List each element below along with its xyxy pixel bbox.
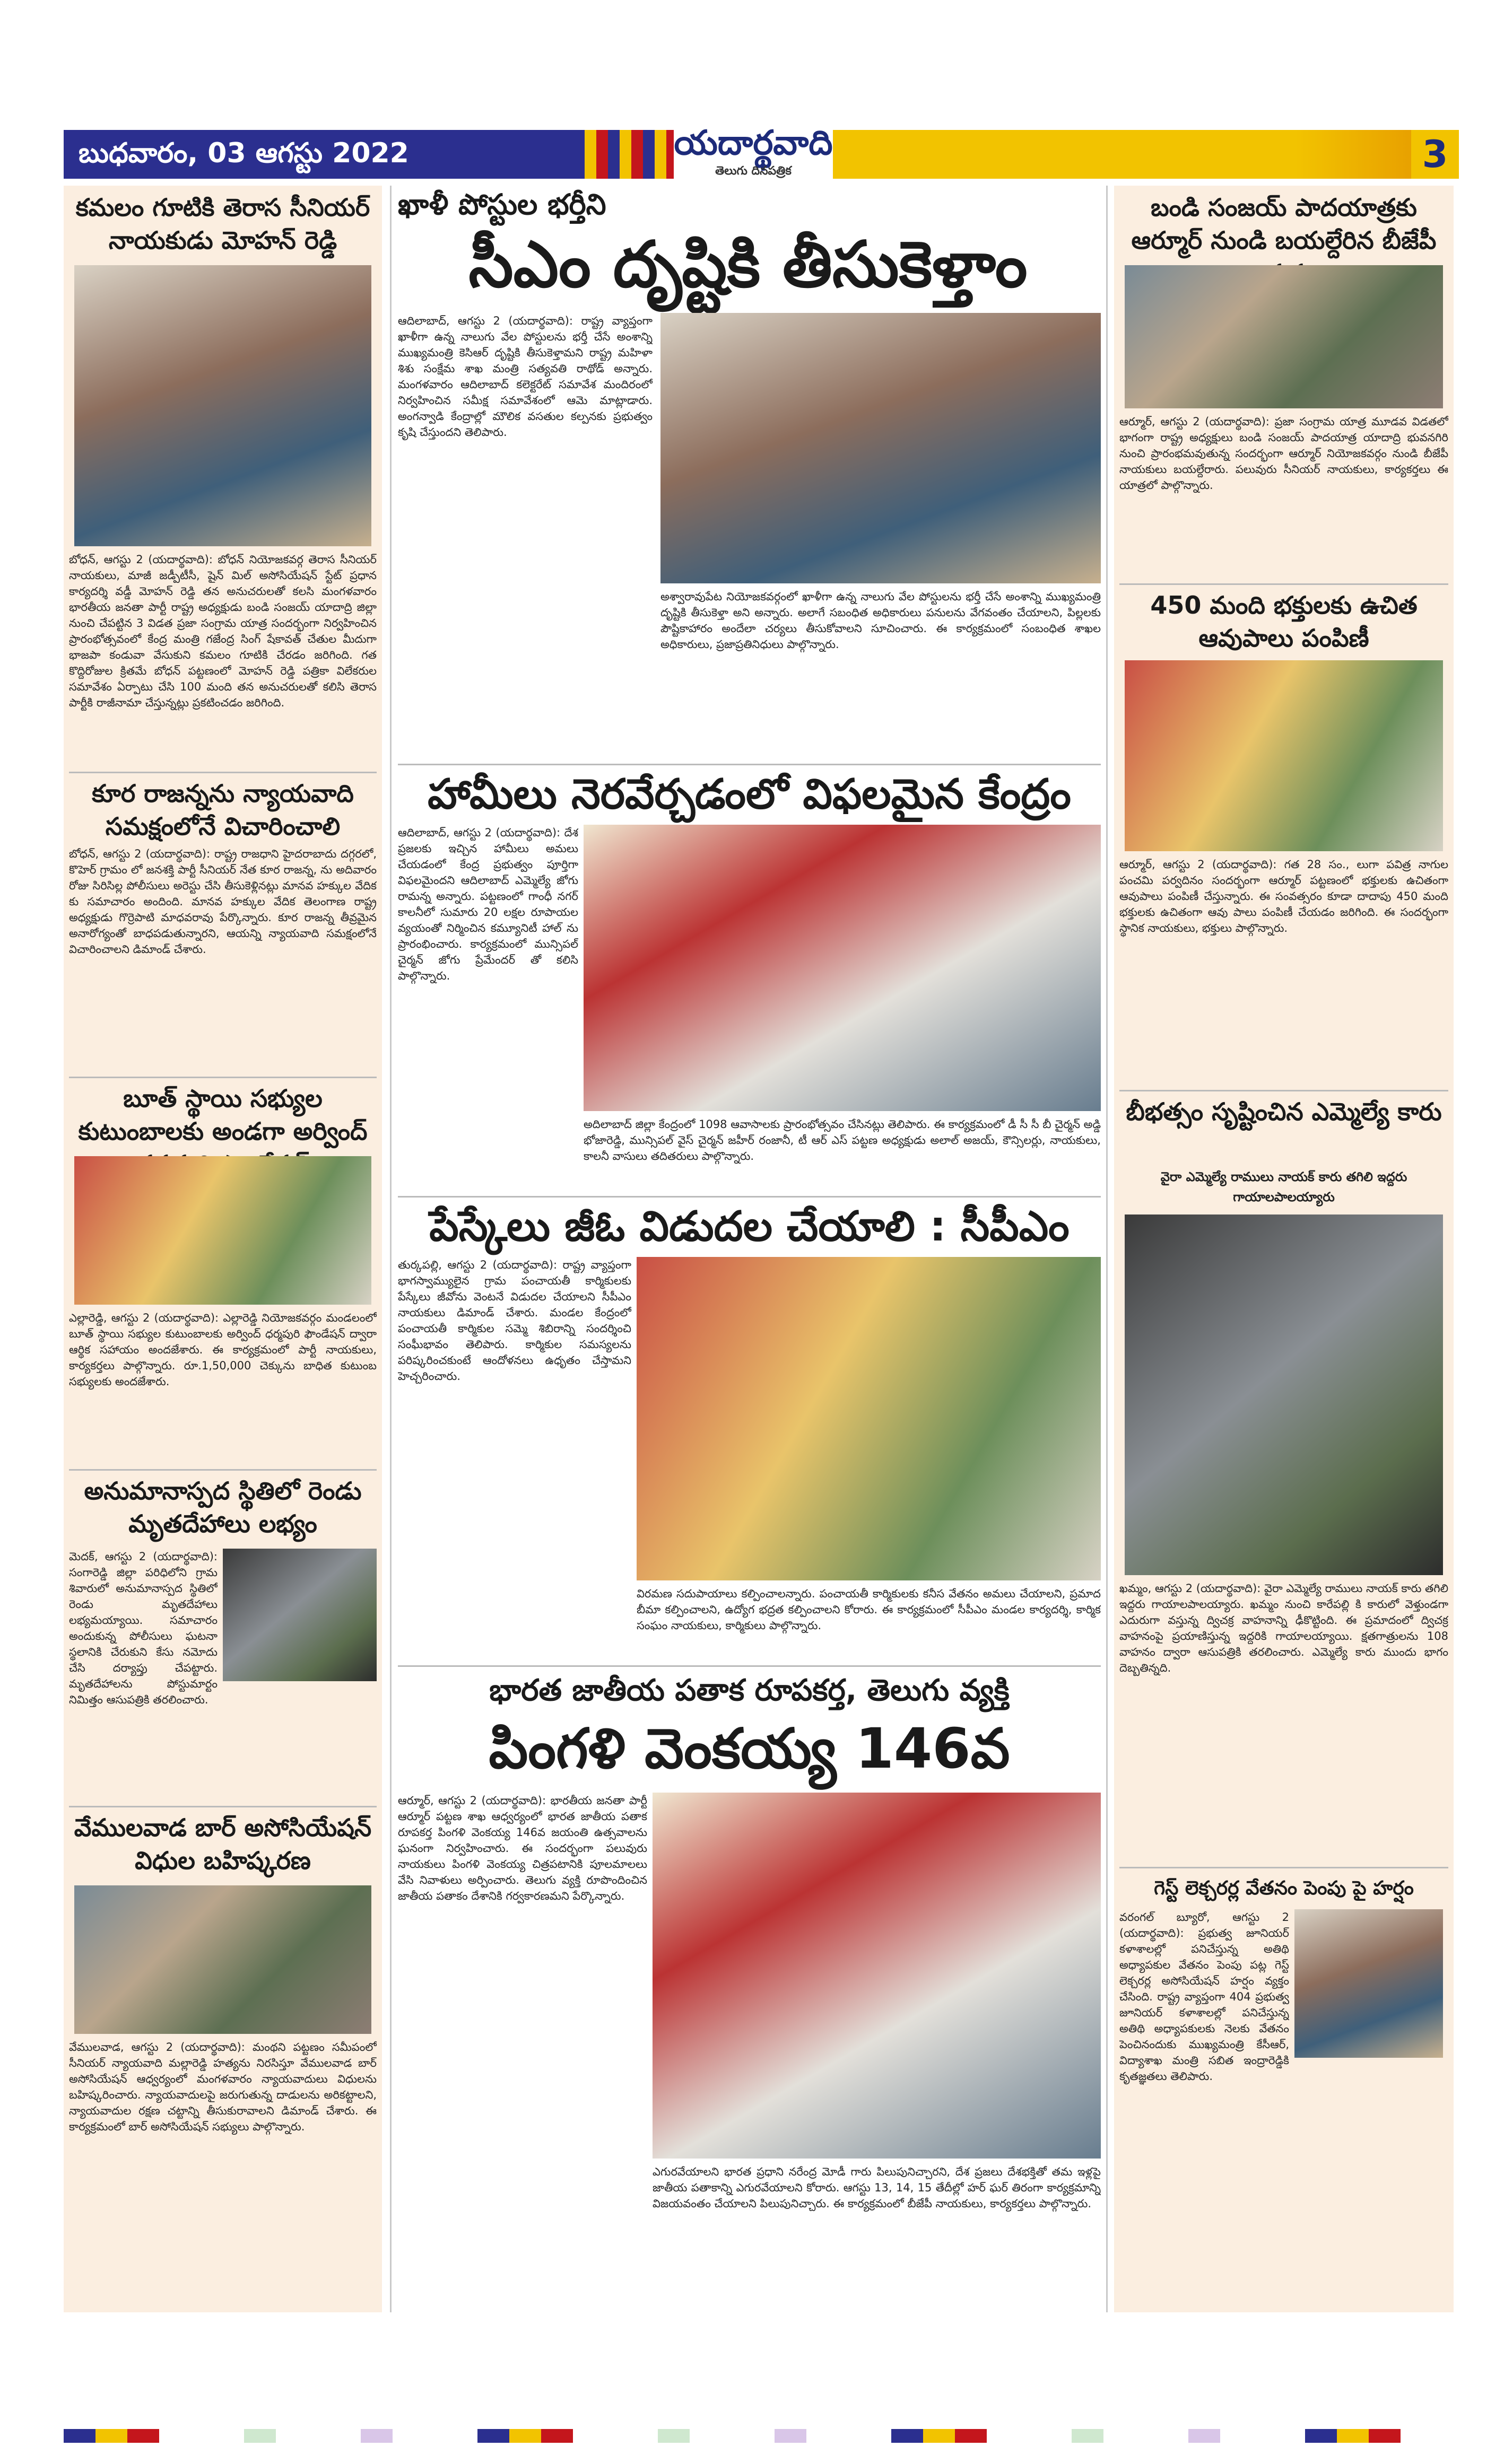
divider — [1119, 1090, 1448, 1091]
photo-mohan-reddy — [74, 265, 371, 546]
header-stripes-right — [833, 130, 1411, 179]
kicker-vacant-posts: ఖాళీ పోస్టుల భర్తీని — [398, 188, 606, 221]
kicker-flag-designer: భారత జాతీయ పతాక రూపకర్త, తెలుగు వ్యక్తి — [489, 1673, 1010, 1708]
headline-cm-attention: సీఎం దృష్టికి తీసుకెళ్తాం — [468, 228, 1028, 302]
headline-mohan-reddy: కమలం గూటికి తెరాస సీనియర్ నాయకుడు మోహన్ రెడ్డి — [75, 193, 370, 255]
column-divider-right — [1106, 186, 1108, 2312]
article-two-bodies: మెదక్, ఆగస్టు 2 (యదార్థవాది): సంగారెడ్డి జిల్లా పరిధిలోని గ్రామ శివారులో అనుమానాస్పద స్థితిలో రెండు మృతదేహాలు లభ్యమయ్యాయి. సమాచారం అందుకున్న పోలీసులు ఘటనా స్థలానికి చేరుకుని కేసు నమోదు చేసి దర్యాప్తు చేపట్టారు. మృతదేహాలను పోస్టుమార్టం నిమిత్తం ఆసుపత్రికి తరలించారు. — [69, 1550, 218, 1706]
photo-workers-strike — [637, 1257, 1101, 1580]
divider — [1119, 1867, 1448, 1868]
headline-two-bodies: అనుమానాస్పద స్థితిలో రెండు మృతదేహాలు లభ్యం — [84, 1476, 362, 1538]
subheadline-mla-car: వైరా ఎమ్మెల్యే రాములు నాయక్ కారు తగిలి ఇద్దరు గాయాలపాలయ్యారు — [1160, 1169, 1407, 1204]
headline-payscale-go: పేస్కేలు జీఓ విడుదల చేయాలి : సీపీఎం — [429, 1203, 1070, 1251]
headline-guest-lecturers: గెస్ట్ లెక్చరర్ల వేతనం పెంపు పై హర్షం — [1154, 1877, 1414, 1899]
article-centre-failed-part1: ఆదిలాబాద్, ఆగస్టు 2 (యదార్థవాది): దేశ ప్రజలకు ఇచ్చిన హామీలు అమలు చేయడంలో కేంద్ర ప్రభుత్వం పూర్తిగా విఫలమైందని ఆదిలాబాద్ ఎమ్మెల్యే జోగు రామన్న అన్నారు. పట్టణంలో గాంధీ నగర్ కాలనీలో సుమారు 20 లక్షల రూపాయల వ్యయంతో నిర్మించిన కమ్యూనిటీ హాల్ ను ప్రారంభించారు. కార్యక్రమంలో మున్సిపల్ చైర్మన్ జోగు ప్రేమేందర్ తో కలిసి పాల్గొన్నారు. — [398, 826, 578, 982]
photo-review-meeting — [660, 313, 1101, 583]
photo-milk-distribution — [1125, 660, 1443, 851]
column-divider-left — [390, 186, 392, 2312]
headline-kura-rajanna: కూర రాజన్నను న్యాయవాది సమక్షంలోనే విచారించాలి — [92, 779, 354, 841]
headline-pingali-jayanthi: పింగళి వెంకయ్య 146వ — [489, 1716, 1010, 1781]
logo-text: యదార్థవాది — [674, 124, 833, 163]
article-padayatra: ఆర్మూర్, ఆగస్టు 2 (యదార్థవాది): ప్రజా సంగ్రామ యాత్ర మూడవ విడతలో భాగంగా రాష్ట్ర అధ్యక్షులు బండి సంజయ్ పాదయాత్ర యాదాద్రి భువనగిరి నుంచి ప్రారంభమవుతున్న సందర్భంగా ఆర్మూర్ నియోజకవర్గం నుండి బీజేపీ నాయకులు బయల్దేరారు. పలువురు సీనియర్ నాయకులు, కార్యకర్తలు ఈ యాత్రలో పాల్గొన్నారు. — [1119, 415, 1448, 492]
headline-free-milk: 450 మంది భక్తులకు ఉచిత ఆవుపాలు పంపిణీ — [1150, 591, 1418, 652]
divider — [398, 764, 1101, 765]
divider — [69, 1806, 377, 1807]
divider — [69, 772, 377, 773]
divider — [69, 1077, 377, 1078]
article-bar-association: వేములవాడ, ఆగస్టు 2 (యదార్థవాది): మంథని పట్టణం సమీపంలో సీనియర్ న్యాయవాది మల్లారెడ్డి హత్యను నిరసిస్తూ వేములవాడ బార్ అసోసియేషన్ ఆధ్వర్యంలో మంగళవారం న్యాయవాదులు విధులను బహిష్కరించారు. న్యాయవాదులపై జరుగుతున్న దాడులను అరికట్టాలని, న్యాయవాదుల రక్షణ చట్టాన్ని తీసుకురావాలని డిమాండ్ చేశారు. ఈ కార్యక్రమంలో బార్ అసోసియేషన్ సభ్యులు పాల్గొన్నారు. — [69, 2041, 377, 2133]
footer-color-bar — [64, 2429, 1454, 2443]
article-booth-families: ఎల్లారెడ్డి, ఆగస్టు 2 (యదార్థవాది): ఎల్లారెడ్డి నియోజకవర్గం మండలంలో బూత్ స్థాయి సభ్యుల కుటుంబాలకు అర్వింద్ ధర్మపురి ఫౌండేషన్ ద్వారా ఆర్థిక సహాయం అందజేశారు. ఈ కార్యక్రమంలో పార్టీ నాయకులు, కార్యకర్తలు పాల్గొన్నారు. రూ.1,50,000 చెక్కును బాధిత కుటుంబ సభ్యులకు అందజేశారు. — [69, 1312, 377, 1388]
issue-date: బుధవారం, 03 ఆగస్టు 2022 — [79, 137, 409, 169]
page-number: 3 — [1411, 130, 1459, 179]
photo-bar-association — [74, 1885, 371, 2034]
photo-accident — [1125, 1214, 1443, 1575]
photo-pingali-tribute — [653, 1793, 1101, 2159]
photo-foundation — [74, 1156, 371, 1305]
divider — [398, 1665, 1101, 1667]
logo-tagline: తెలుగు దినపత్రిక — [715, 164, 792, 178]
header-stripes-left — [573, 130, 674, 179]
headline-bar-association: వేములవాడ బార్ అసోసియేషన్ విధుల బహిష్కరణ — [74, 1813, 372, 1875]
photo-bodies — [223, 1549, 377, 1681]
divider — [398, 1196, 1101, 1198]
date-banner — [64, 130, 573, 179]
article-pingali-part2: ఎగురవేయాలని భారత ప్రధాని నరేంద్ర మోడీ గారు పిలుపునిచ్చారని, దేశ ప్రజలు దేశభక్తితో తమ ఇళ్లపై జాతీయ పతాకాన్ని ఎగురవేయాలని కోరారు. ఆగస్టు 13, 14, 15 తేదీల్లో హర్ ఘర్ తిరంగా కార్యక్రమాన్ని విజయవంతం చేయాలని పిలుపునిచ్చారు. ఈ కార్యక్రమంలో బీజేపీ నాయకులు, కార్యకర్తలు పాల్గొన్నారు. — [653, 2165, 1101, 2210]
article-free-milk: ఆర్మూర్, ఆగస్టు 2 (యదార్థవాది): గత 28 సం., లుగా పవిత్ర నాగుల పంచమి పర్వదినం సందర్భంగా ఆర్మూర్ పట్టణంలో భక్తులకు ఉచితంగా ఆవుపాలు పంపిణీ చేస్తున్నారు. ఈ సంవత్సరం కూడా దాదాపు 450 మంది భక్తులకు ఉచితంగా ఆవు పాలు పంపిణీ చేయడం జరిగింది. ఈ సందర్భంగా స్థానిక నాయకులు, భక్తులు పాల్గొన్నారు. — [1119, 858, 1448, 934]
article-kura-rajanna: బోధన్, ఆగస్టు 2 (యదార్థవాది): రాష్ట్ర రాజధాని హైదరాబాదు దగ్గరలో, కొహెర్ గ్రామం లో జనశక్తి పార్టీ సీనియర్ నేత కూర రాజన్న, ను అదివారం రోజు సిరిసిల్ల పోలీసులు అరెస్టు చేసి తీసుకెళ్లినట్లు మానవ హక్కుల వేదిక కు సమాచారం అందింది. మానవ హక్కుల వేదిక తెలంగాణ రాష్ట్ర అధ్యక్షుడు గొర్రెపాటి మాధవరావు పేర్కొన్నారు. కూర రాజన్న తీవ్రమైన అనారోగ్యంతో బాధపడుతున్నారని, ఆయన్ని న్యాయవాది సమక్షంలోనే విచారించాలని డిమాండ్ చేశారు. — [69, 847, 377, 956]
headline-padayatra: బండి సంజయ్ పాదయాత్రకు ఆర్మూర్ నుండి బయల్దేరిన బీజేపీ — [1131, 193, 1437, 255]
headline-booth-families: బూత్ స్థాయి సభ్యుల కుటుంబాలకు అండగా అర్వింద్ — [78, 1084, 368, 1146]
article-pingali-part1: ఆర్మూర్, ఆగస్టు 2 (యదార్థవాది): భారతీయ జనతా పార్టీ ఆర్మూర్ పట్టణ శాఖ ఆధ్వర్యంలో భారత జాతీయ పతాక రూపకర్త పింగళి వెంకయ్య 146వ జయంతి ఉత్సవాలను ఘనంగా నిర్వహించారు. ఈ సందర్భంగా పలువురు నాయకులు పింగళి వెంకయ్య చిత్రపటానికి పూలమాలలు వేసి నివాళులు అర్పించారు. తెలుగు వ్యక్తి రూపొందించిన జాతీయ పతాకం దేశానికి గర్వకారణమని పేర్కొన్నారు. — [398, 1794, 647, 1902]
photo-padayatra-convoy — [1125, 265, 1443, 408]
article-payscale-part1: తుర్కపల్లి, ఆగస్టు 2 (యదార్థవాది): రాష్ట్ర వ్యాప్తంగా భాగస్వామ్యులైన గ్రామ పంచాయతీ కార్మికులకు పేస్కేలు జీవోను వెంటనే విడుదల చేయాలని సీపీఎం నాయకులు డిమాండ్ చేశారు. మండల కేంద్రంలో పంచాయతీ కార్మికుల సమ్మె శిబిరాన్ని సందర్శించి సంఘీభావం తెలిపారు. కార్మికుల సమస్యలను పరిష్కరించకుంటే ఆందోళనలు ఉధృతం చేస్తామని హెచ్చరించారు. — [398, 1259, 631, 1383]
masthead-logo — [674, 122, 833, 186]
photo-community-hall — [584, 825, 1101, 1111]
photo-lecturer — [1294, 1909, 1443, 2058]
headline-mla-car: బీభత్సం సృష్టించిన ఎమ్మెల్యే కారు — [1126, 1097, 1442, 1126]
article-mohan-reddy: బోధన్, ఆగస్టు 2 (యదార్థవాది): బోధన్ నియోజకవర్గ తెరాస సీనియర్ నాయకులు, మాజీ జడ్పీటీసీ, షైన్ మిల్ అసోసియేషన్ స్టేట్ ప్రధాన కార్యదర్శి వడ్డీ మోహన్ రెడ్డి తన అనుచరులతో కలసి మంగళవారం భారతీయ జనతా పార్టీ రాష్ట్ర అధ్యక్షుడు బండి సంజయ్ యాదాద్రి జిల్లా నుంచి చేపట్టిన 3 విడత ప్రజా సంగ్రామ యాత్ర సందర్భంగా నిర్వహించిన ప్రారంభోత్సవంలో కేంద్ర మంత్రి గజేంద్ర సింగ్ షేకావత్ చేతుల మీదుగా భాజపా కండువా వేసుకుని కమలం గూటికి చేరడం జరిగింది. గత కొద్దిరోజుల క్రితమే బోధన్ పట్టణంలో మోహన్ రెడ్డి పత్రికా విలేకరుల సమావేశం ఏర్పాటు చేసి 100 మంది తన అనుచరులతో కలిసి తెరాస పార్టీకి రాజీనామా చేస్తున్నట్లు ప్రకటించడం జరిగింది. — [69, 553, 377, 709]
divider — [69, 1469, 377, 1471]
article-mla-car: ఖమ్మం, ఆగస్టు 2 (యదార్థవాది): వైరా ఎమ్మెల్యే రాములు నాయక్ కారు తగిలి ఇద్దరు గాయాలపాలయ్యారు. ఖమ్మం నుంచి కారేపల్లి కి కారులో వెళ్తుండగా ఎదురుగా వస్తున్న ద్విచక్ర వాహనాన్ని ఢీకొట్టింది. ఈ ప్రమాదంలో ద్విచక్ర వాహనంపై ప్రయాణిస్తున్న ఇద్దరికి గాయాలయ్యాయి. క్షతగాత్రులను 108 వాహనం ద్వారా ఆసుపత్రికి తరలించారు. ఎమ్మెల్యే కారు ముందు భాగం దెబ్బతిన్నది. — [1119, 1582, 1448, 1674]
article-vacant-posts-part2: అశ్వారావుపేట నియోజకవర్గంలో ఖాళీగా ఉన్న నాలుగు వేల పోస్టులను భర్తీ చేసే అంశాన్ని ముఖ్యమంత్రి దృష్టికి తీసుకెళ్తా అని అన్నారు. అలాగే సబంధిత అధికారులు పనులను వేగవంతం చేయాలని, పిల్లలకు పౌష్టికాహారం అందేలా చర్యలు తీసుకోవాలని సూచించారు. ఈ కార్యక్రమంలో సంబంధిత శాఖల అధికారులు, ప్రజాప్రతినిధులు పాల్గొన్నారు. — [660, 590, 1101, 651]
divider — [1119, 583, 1448, 585]
article-centre-failed-part2: అదిలాబాద్ జిల్లా కేంద్రంలో 1098 ఆవాసాలకు ప్రారంభోత్సవం చేసినట్లు తెలిపారు. ఈ కార్యక్రమంలో డీ సీ సీ బీ చైర్మన్ అడ్డి భోజారెడ్డి, మున్సిపల్ వైస్ చైర్మన్ జహీర్ రంజానీ, టీ ఆర్ ఎస్ పట్టణ అధ్యక్షుడు అలాల్ అజయ్, కౌన్సిలర్లు, నాయకులు, కాలనీ వాసులు తదితరులు పాల్గొన్నారు. — [584, 1118, 1101, 1163]
article-guest-lecturers: వరంగల్ బ్యూరో, ఆగస్టు 2 (యదార్థవాది): ప్రభుత్వ జూనియర్ కళాశాలల్లో పనిచేస్తున్న అతిథి అధ్యాపకుల వేతనం పెంపు పట్ల గెస్ట్ లెక్చరర్ల అసోసియేషన్ హర్షం వ్యక్తం చేసింది. రాష్ట్ర వ్యాప్తంగా 404 ప్రభుత్వ జూనియర్ కళాశాలల్లో పనిచేస్తున్న అతిథి అధ్యాపకులకు నెలకు వేతనం పెంచినందుకు ముఖ్యమంత్రి కేసీఆర్, విద్యాశాఖ మంత్రి సబిత ఇంద్రారెడ్డికి కృతజ్ఞతలు తెలిపారు. — [1119, 1911, 1289, 2083]
article-payscale-part2: విరమణ సదుపాయాలు కల్పించాలన్నారు. పంచాయతీ కార్మికులకు కనీస వేతనం అమలు చేయాలని, ప్రమాద బీమా కల్పించాలని, ఉద్యోగ భద్రత కల్పించాలని కోరారు. ఈ కార్యక్రమంలో సీపీఎం మండల కార్యదర్శి, కార్మిక సంఘం నాయకులు, కార్మికులు పాల్గొన్నారు. — [637, 1587, 1101, 1632]
article-vacant-posts-part1: ఆదిలాబాద్, ఆగస్టు 2 (యదార్థవాది): రాష్ట్ర వ్యాప్తంగా ఖాళీగా ఉన్న నాలుగు వేల పోస్టులను భర్తీ చేసే అంశాన్ని ముఖ్యమంత్రి కెసిఆర్ దృష్టికి తీసుకెళ్తామని రాష్ట్ర మహిళా శిశు సంక్షేమ శాఖ మంత్రి సత్యవతి రాథోడ్ అన్నారు. మంగళవారం ఆదిలాబాద్ కలెక్టరేట్ సమావేశ మందిరంలో నిర్వహించిన సమీక్ష సమావేశంలో ఆమె మాట్లాడారు. అంగన్వాడి కేంద్రాల్లో మౌలిక వసతుల కల్పనకు ప్రభుత్వం కృషి చేస్తుందని తెలిపారు. — [398, 314, 653, 439]
headline-centre-failed: హామీలు నెరవేర్చడంలో విఫలమైన కేంద్రం — [428, 771, 1071, 818]
